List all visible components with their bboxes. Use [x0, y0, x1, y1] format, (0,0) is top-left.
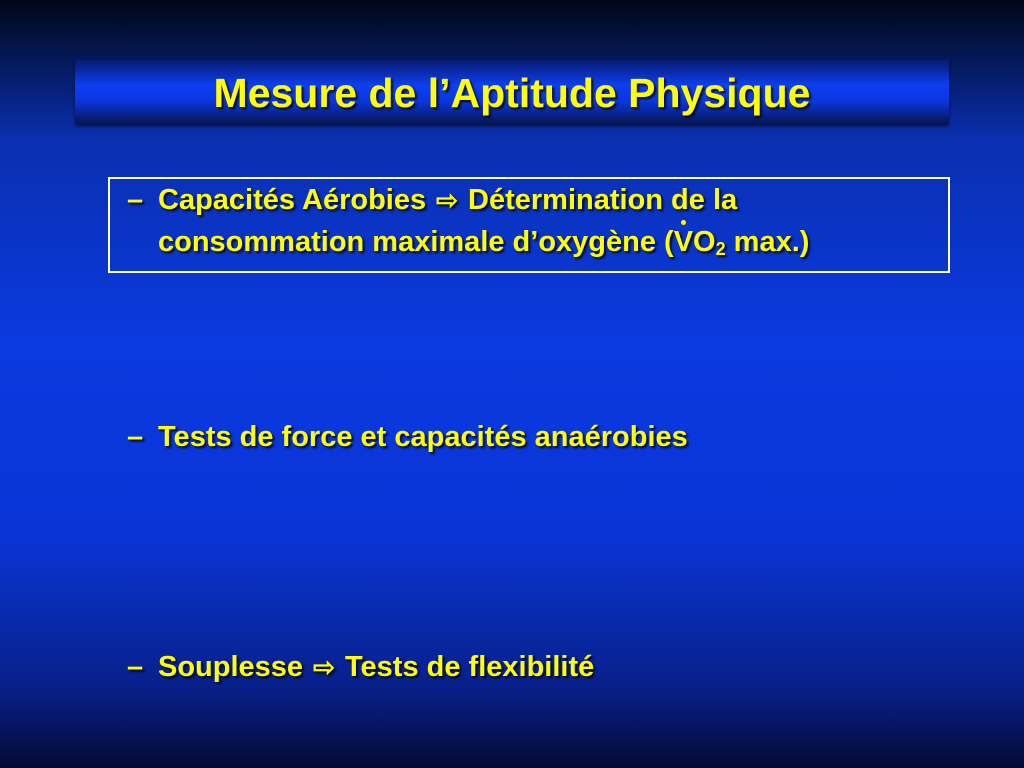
- bullet-souplesse-label: Souplesse: [158, 651, 304, 683]
- o-letter: O: [693, 226, 716, 258]
- bullet-aerobic-detail: Détermination de la: [468, 184, 738, 216]
- v-dot-symbol: V: [674, 222, 693, 262]
- bullet-aerobic-detail-end: max.): [725, 226, 810, 258]
- bullet-aerobic-label: Capacités Aérobies: [158, 184, 427, 216]
- dash-marker: –: [127, 421, 144, 453]
- right-arrow-icon: ⇨: [313, 652, 335, 682]
- right-arrow-icon: ⇨: [436, 185, 458, 215]
- dash-marker: –: [127, 651, 144, 683]
- dash-marker: –: [127, 184, 144, 216]
- bullet-text: [158, 222, 809, 262]
- subscript-two: 2: [715, 239, 726, 259]
- bullet-souplesse-detail: Tests de flexibilité: [344, 651, 595, 683]
- slide-title: Mesure de l’Aptitude Physique: [213, 70, 811, 116]
- bullet-text: [158, 180, 737, 220]
- bullet-force-text: Tests de force et capacités anaérobies: [158, 421, 688, 453]
- bullet-text: [158, 647, 594, 687]
- bullet-aerobic-detail-cont: consommation maximale d’oxygène (: [158, 226, 674, 258]
- title-banner: [75, 60, 949, 124]
